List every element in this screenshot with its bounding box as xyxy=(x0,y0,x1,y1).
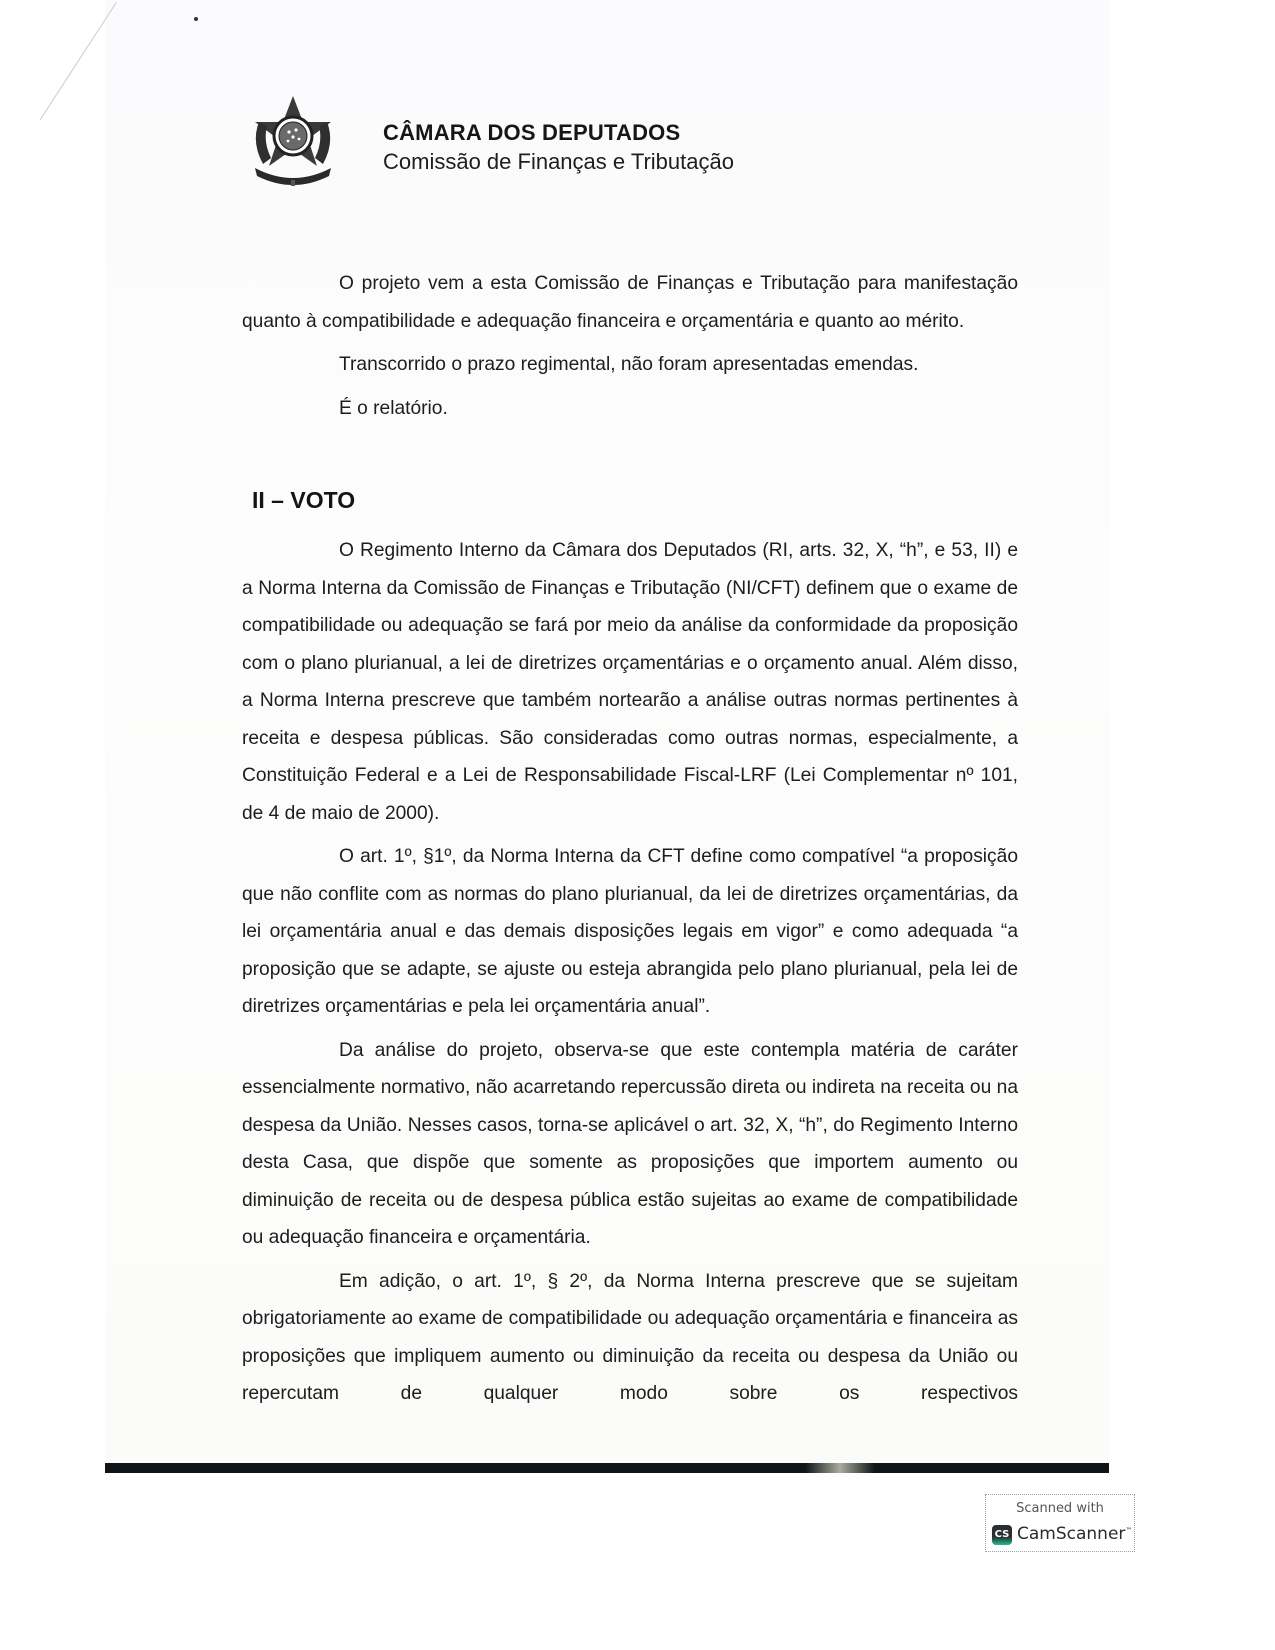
intro-paragraph-3: É o relatório. xyxy=(339,397,448,419)
watermark-brand-name: CamScanner xyxy=(1017,1524,1126,1544)
org-name: CÂMARA DOS DEPUTADOS xyxy=(383,120,681,145)
voto-paragraph-4: Em adição, o art. 1º, § 2º, da Norma Interna prescreve que se sujeitam obrigatoriamente ao exame de compatibilidade ou adequação orçamentária e financeira as proposições que impliquem aumento ou diminuição da receita ou despesa da União ou repercutam de qualquer modo sobre os respectivos xyxy=(242,1270,1018,1404)
voto-paragraph-1: O Regimento Interno da Câmara dos Deputados (RI, arts. 32, X, “h”, e 53, II) e a Norma Interna da Comissão de Finanças e Tributação (NI/CFT) definem que o exame de compatibilidade ou adequação se fará por meio da análise da conformidade da proposição com o plano plurianual, a lei de diretrizes orçamentárias e o orçamento anual. Além disso, a Norma Interna prescreve que também nortearão a análise outras normas pertinentes à receita e despesa públicas. São consideradas como outras normas, especialmente, a Constituição Federal e a Lei de Responsabilidade Fiscal-LRF (Lei Complementar nº 101, de 4 de maio de 2000). xyxy=(242,540,1018,824)
watermark-trademark: ™ xyxy=(1125,1526,1133,1535)
intro-section xyxy=(242,265,1018,427)
section-title: II – VOTO xyxy=(252,487,356,513)
voto-paragraph-2: O art. 1º, §1º, da Norma Interna da CFT define como compatível “a proposição que não conflite com as normas do plano plurianual, da lei de diretrizes orçamentárias, da lei orçamentária anual e das demais disposições legais em vigor” e como adequada “a proposição que se adapte, se ajuste ou esteja abrangida pelo plano plurianual, pela lei de diretrizes orçamentárias e pela lei orçamentária anual”. xyxy=(242,846,1018,1017)
intro-paragraph-2: Transcorrido o prazo regimental, não foram apresentadas emendas. xyxy=(339,354,919,375)
camscanner-logo-icon: CS xyxy=(992,1525,1012,1545)
document-header xyxy=(245,92,845,202)
voto-section xyxy=(242,532,1018,1413)
watermark-scanned-with: Scanned with xyxy=(1016,1501,1104,1516)
committee-name: Comissão de Finanças e Tributação xyxy=(383,149,734,174)
scan-bottom-edge xyxy=(105,1463,1109,1473)
voto-paragraph-3: Da análise do projeto, observa-se que este contempla matéria de caráter essencialmente normativo, não acarretando repercussão direta ou indireta na receita ou na despesa da União. Nesses casos, torna-se aplicável o art. 32, X, “h”, do Regimento Interno desta Casa, que dispõe que somente as proposições que importem aumento ou diminuição de receita ou de despesa pública estão sujeitas ao exame de compatibilidade ou adequação financeira e orçamentária. xyxy=(242,1039,1018,1248)
scan-artifact-dot xyxy=(194,17,198,21)
intro-paragraph-1: O projeto vem a esta Comissão de Finanças e Tributação para manifestação quanto à compatibilidade e adequação financeira e orçamentária e quanto ao mérito. xyxy=(242,273,1018,332)
watermark-brand xyxy=(1017,1524,1132,1544)
camscanner-watermark xyxy=(985,1494,1135,1552)
coat-of-arms-icon xyxy=(245,92,341,192)
